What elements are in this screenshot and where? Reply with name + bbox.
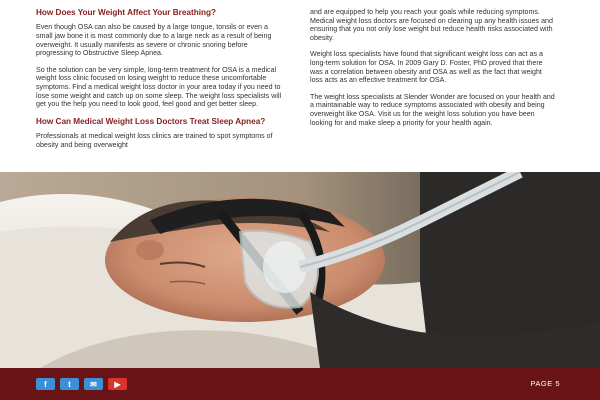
twitter-icon[interactable]: t bbox=[60, 378, 79, 390]
page-footer bbox=[0, 368, 600, 400]
paragraph: Even though OSA can also be caused by a large tongue, tonsils or even a small jaw bone it is most commonly due to a large neck as a result of being overweight. It usually manifests as severe or chronic snoring before progressing to Obstructive Sleep Apnea. bbox=[36, 23, 272, 58]
section-heading: How Can Medical Weight Loss Doctors Treat Sleep Apnea? bbox=[36, 116, 266, 126]
page-number: PAGE 5 bbox=[530, 379, 560, 388]
facebook-icon[interactable]: f bbox=[36, 378, 55, 390]
paragraph: and are equipped to help you reach your goals while reducing symptoms. Medical weight loss doctors are focused on clearing up any health issues and ensuring that you not only lose weight but reduce health risks associated with obesity. bbox=[310, 8, 553, 42]
youtube-icon[interactable]: ▶ bbox=[108, 378, 127, 390]
section-heading: How Does Your Weight Affect Your Breathing? bbox=[36, 8, 216, 17]
paragraph: The weight loss specialists at Slender Wonder are focused on your health and a maintainable way to reduce symptoms associated with obesity and being overweight like OSA. Visit us for the weight loss solution you have been looking for and make sleep a priority for your health again. bbox=[310, 92, 555, 127]
social-links bbox=[36, 378, 127, 390]
sleeping-man-cpap-photo bbox=[0, 172, 600, 368]
paragraph: Weight loss specialists have found that significant weight loss can act as a long-term solution for OSA. In 2009 Gary D. Foster, PhD proved that there was a correlation between obesity and OSA as well as the fact that weight loss acts as an effective treatment for OSA. bbox=[310, 50, 543, 85]
right-column bbox=[310, 8, 556, 135]
left-column bbox=[36, 8, 282, 157]
paragraph: So the solution can be very simple, long-term treatment for OSA is a medical weight loss clinic focused on losing weight to reduce these uncomfortable symptoms. Find a medical weight loss doctor in your area today if you need to lose some weight and catch up on some sleep. The weight loss specialists will get you the help you need to look good, feel good and get better sleep. bbox=[36, 65, 282, 109]
paragraph: Professionals at medical weight loss clinics are trained to spot symptoms of obesity and being overweight bbox=[36, 132, 273, 149]
email-icon[interactable]: ✉ bbox=[84, 378, 103, 390]
article-text bbox=[0, 0, 600, 172]
